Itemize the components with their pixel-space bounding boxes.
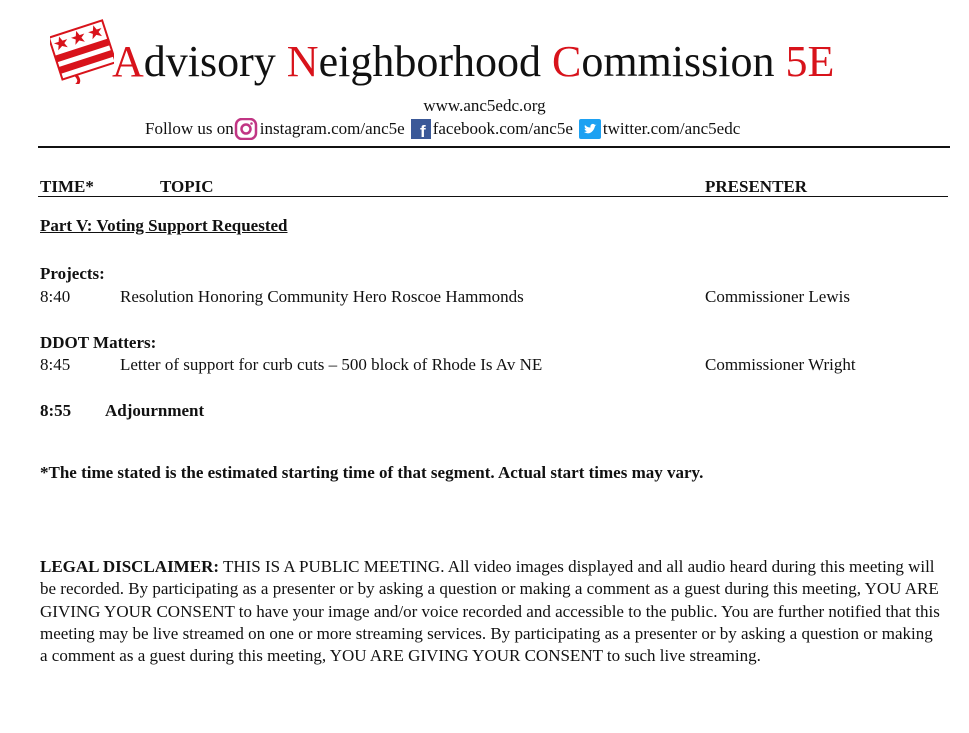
agenda-time: 8:45 (40, 355, 71, 374)
column-header-rule (38, 196, 948, 197)
header-divider (38, 146, 950, 148)
title-word-neighborhood: eighborhood (318, 37, 552, 86)
agenda-topic: Letter of support for curb cuts – 500 block of Rhode Is Av NE (120, 355, 543, 374)
organization-title (112, 36, 834, 88)
title-letter-c: C (551, 37, 582, 86)
agenda-topic: Resolution Honoring Community Hero Roscoe Hammonds (120, 287, 524, 306)
agenda-time: 8:40 (40, 287, 71, 306)
category-projects: Projects: (40, 264, 105, 283)
social-follow-line (145, 118, 746, 140)
website-link[interactable]: www.anc5edc.org (423, 96, 546, 115)
title-number: 5E (785, 37, 835, 86)
twitter-link[interactable]: twitter.com/anc5edc (602, 119, 741, 138)
title-letter-a: A (112, 37, 144, 86)
adjournment-time: 8:55 (40, 401, 72, 420)
column-header-time: TIME* (40, 177, 94, 196)
title-word-advisory: dvisory (143, 37, 287, 86)
section-title: Part V: Voting Support Requested (40, 216, 288, 235)
follow-label: Follow us on (145, 119, 234, 138)
facebook-icon (411, 119, 431, 139)
facebook-link[interactable]: facebook.com/anc5e (432, 119, 573, 138)
agenda-presenter: Commissioner Wright (705, 355, 856, 374)
svg-text:f: f (419, 122, 426, 139)
legal-disclaimer-text: THIS IS A PUBLIC MEETING. All video images displayed and all audio heard during this meeting will be recorded. By participating as a presenter or by asking a question or making a comment as a guest during this meeting, YOU ARE GIVING YOUR CONSENT to have your image and/or voice recorded and accessible to the public. You are further notified that this meeting may be live streamed on one or more streaming services. By participating as a presenter or by asking a question or making a comment as a guest during this meeting, YOU ARE GIVING YOUR CONSENT to such live streaming. (40, 557, 940, 666)
time-footnote: *The time stated is the estimated starting time of that segment. Actual start times may vary. (40, 463, 704, 482)
instagram-icon (234, 118, 258, 140)
legal-disclaimer (40, 556, 940, 667)
twitter-icon (579, 119, 601, 139)
agenda-presenter: Commissioner Lewis (705, 287, 850, 306)
column-header-presenter: PRESENTER (705, 177, 808, 196)
category-ddot-matters: DDOT Matters: (40, 333, 157, 352)
dc-flag-logo (50, 14, 114, 84)
title-word-commission: ommission (581, 37, 786, 86)
instagram-link[interactable]: instagram.com/anc5e (259, 119, 405, 138)
title-letter-n: N (286, 37, 319, 86)
adjournment-label: Adjournment (105, 401, 205, 420)
legal-disclaimer-label: LEGAL DISCLAIMER: (40, 557, 220, 576)
column-header-topic: TOPIC (160, 177, 214, 196)
